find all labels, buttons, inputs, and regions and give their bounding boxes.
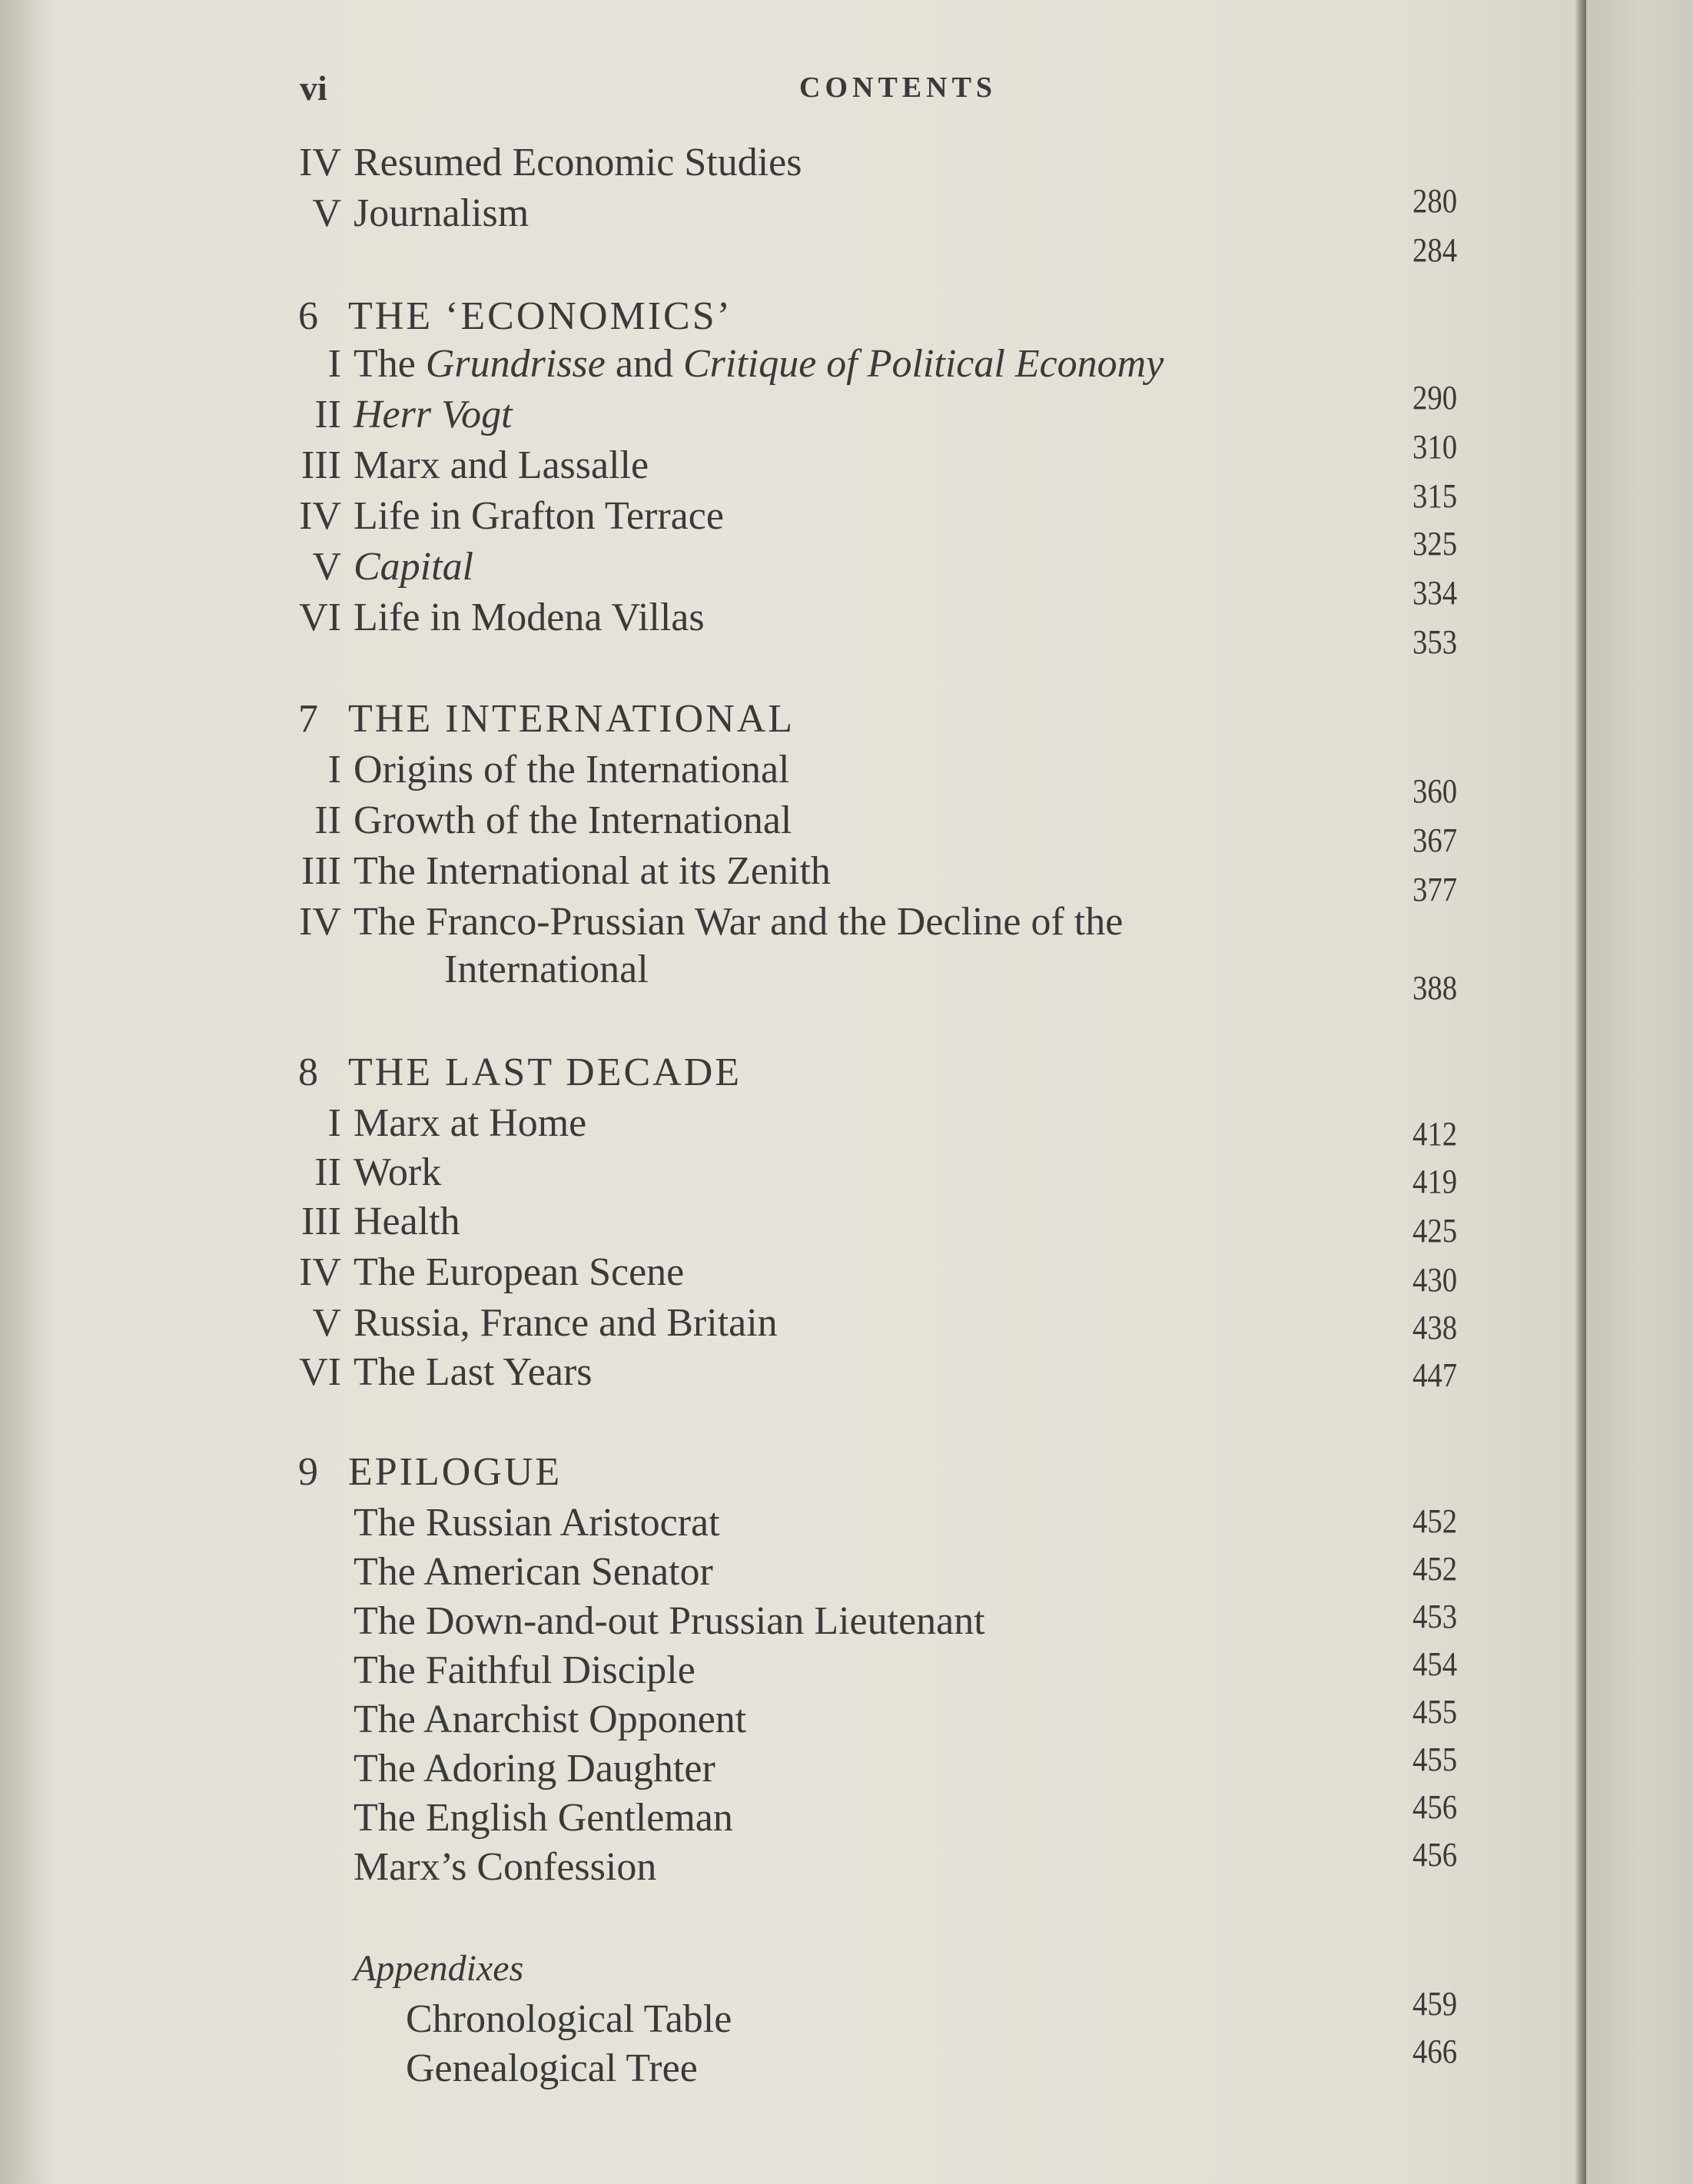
page-ref: 334 (1412, 574, 1458, 612)
page-ref: 290 (1412, 379, 1458, 417)
section-title-part: The (354, 342, 426, 386)
chapter-heading (298, 699, 795, 739)
section-title: Marx at Home (354, 1101, 587, 1145)
adjacent-page (1586, 0, 1693, 2184)
chapter-heading (298, 294, 732, 338)
section-title: The European Scene (354, 1250, 685, 1294)
page-ref: 325 (1412, 525, 1458, 563)
section-number: VI (299, 596, 341, 639)
page-ref: 280 (1412, 182, 1458, 220)
section-number: IV (299, 900, 341, 944)
toc-entry: The Faithful Disciple (354, 1648, 695, 1692)
toc-entry (292, 547, 473, 587)
toc-entry (292, 143, 802, 183)
section-number: II (314, 1150, 341, 1194)
section-number: V (312, 545, 341, 589)
section-title-italic: Grundrisse (425, 342, 606, 386)
toc-entry (292, 1250, 685, 1294)
toc-entry: Chronological Table (406, 1997, 732, 2041)
section-number: I (327, 1101, 341, 1145)
toc-entry (292, 1101, 587, 1145)
section-title: Marx and Lassalle (354, 443, 649, 487)
section-number: V (312, 1301, 341, 1345)
toc-entry (292, 1202, 460, 1242)
toc-entry (292, 1350, 593, 1394)
section-number: I (327, 342, 341, 386)
section-title: Capital (354, 545, 474, 589)
section-number: I (327, 748, 341, 792)
section-title-italic: Critique of Political Economy (682, 342, 1164, 386)
toc-entry: The Russian Aristocrat (354, 1501, 720, 1545)
page-ref: 310 (1412, 428, 1458, 466)
page-ref: 430 (1412, 1261, 1458, 1299)
toc-entry (292, 1150, 442, 1194)
page-title: CONTENTS (799, 71, 998, 104)
page-ref: 284 (1412, 231, 1458, 269)
chapter-title: EPILOGUE (348, 1450, 563, 1494)
section-title: The Last Years (354, 1350, 593, 1394)
section-title-part: and (605, 342, 683, 386)
page-ref: 425 (1412, 1212, 1458, 1250)
toc-entry: The Anarchist Opponent (354, 1698, 747, 1741)
section-title: Journalism (354, 191, 529, 235)
toc-entry (292, 598, 705, 638)
page-number: vi (300, 68, 327, 108)
page-ref: 360 (1412, 772, 1458, 810)
chapter-number: 8 (298, 1051, 320, 1094)
section-number: III (301, 1200, 341, 1243)
section-number: III (301, 849, 341, 893)
toc-entry (292, 1303, 778, 1343)
page-ref: 315 (1412, 477, 1458, 515)
page-ref: 455 (1412, 1741, 1458, 1778)
chapter-number: 6 (298, 294, 320, 338)
section-title: Work (354, 1150, 442, 1194)
page-ref: 388 (1412, 969, 1458, 1007)
section-number: II (314, 393, 341, 436)
toc-entry (292, 496, 724, 536)
toc-entry: The English Gentleman (354, 1796, 733, 1840)
page-ref: 453 (1412, 1598, 1458, 1635)
toc-entry: The American Senator (354, 1550, 713, 1594)
section-number: IV (299, 494, 341, 538)
page-ref: 454 (1412, 1645, 1458, 1683)
section-title: Life in Modena Villas (354, 596, 705, 639)
toc-entry (292, 443, 649, 487)
page-ref: 412 (1412, 1115, 1458, 1153)
toc-entry (292, 191, 529, 235)
toc-entry: Marx’s Confession (354, 1845, 657, 1889)
page-ref: 455 (1412, 1693, 1458, 1731)
page-ref: 466 (1412, 2033, 1458, 2070)
page-ref: 459 (1412, 1985, 1458, 2023)
section-title: The International at its Zenith (354, 849, 831, 893)
section-title: Herr Vogt (354, 393, 513, 436)
toc-entry (292, 344, 1164, 384)
toc-entry-continuation: International (444, 948, 649, 991)
toc-entry (292, 902, 1123, 942)
section-number: V (312, 191, 341, 235)
section-title: Resumed Economic Studies (354, 141, 802, 184)
chapter-number: 9 (298, 1450, 320, 1494)
section-number: VI (299, 1350, 341, 1394)
toc-entry: Genealogical Tree (406, 2046, 698, 2090)
section-title: Origins of the International (354, 748, 790, 792)
section-number: III (301, 443, 341, 487)
section-title: Health (354, 1200, 460, 1243)
section-title: Life in Grafton Terrace (354, 494, 724, 538)
section-title: The Franco-Prussian War and the Decline of the (354, 900, 1124, 944)
toc-entry (292, 851, 831, 891)
chapter-heading (298, 1053, 742, 1093)
section-number: IV (299, 1250, 341, 1294)
toc-entry (292, 750, 790, 790)
page-ref: 456 (1412, 1788, 1458, 1826)
toc-entry (292, 395, 513, 435)
section-number: IV (299, 141, 341, 184)
chapter-title: THE LAST DECADE (348, 1051, 742, 1094)
page-ref: 438 (1412, 1309, 1458, 1346)
chapter-title: THE ‘ECONOMICS’ (348, 294, 732, 338)
page-ref: 447 (1412, 1356, 1458, 1394)
section-title: Growth of the International (354, 798, 792, 842)
chapter-number: 7 (298, 697, 320, 741)
page-ref: 353 (1412, 623, 1458, 661)
page-ref: 452 (1412, 1502, 1458, 1540)
page-edge (1575, 0, 1586, 2184)
toc-entry: The Down-and-out Prussian Lieutenant (354, 1599, 985, 1643)
appendixes-heading: Appendixes (354, 1948, 524, 1989)
gutter-shadow (0, 0, 54, 2184)
page-ref: 367 (1412, 821, 1458, 859)
section-number: II (314, 798, 341, 842)
page-ref: 456 (1412, 1836, 1458, 1874)
chapter-title: THE INTERNATIONAL (348, 697, 795, 741)
toc-entry (292, 798, 792, 842)
chapter-heading (298, 1452, 562, 1492)
page-ref: 377 (1412, 871, 1458, 908)
section-title: Russia, France and Britain (354, 1301, 778, 1345)
page-ref: 452 (1412, 1550, 1458, 1588)
toc-entry: The Adoring Daughter (354, 1747, 715, 1791)
page-ref: 419 (1412, 1163, 1458, 1200)
